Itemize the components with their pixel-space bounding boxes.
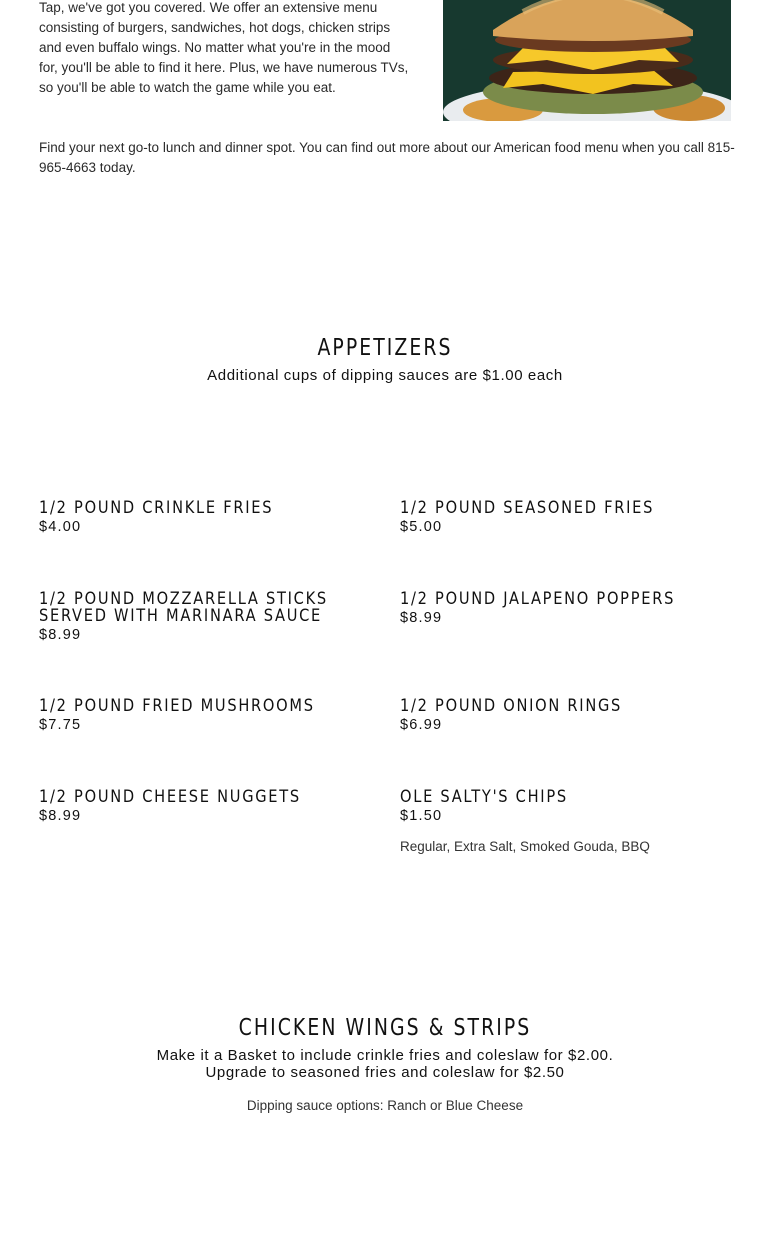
item-price: $8.99 [39, 627, 82, 643]
menu-item [39, 789, 384, 824]
dipping-sauce-note: Dipping sauce options: Ranch or Blue Cheese [246, 1098, 524, 1113]
item-price: $1.50 [400, 808, 443, 824]
wings-subtitle-line1: Make it a Basket to include crinkle fries and coleslaw for $2.00. [156, 1047, 614, 1064]
item-name: 1/2 POUND MOZZARELLA STICKS SERVED WITH MARINARA SAUCE [39, 589, 328, 626]
item-name: 1/2 POUND CHEESE NUGGETS [39, 787, 301, 807]
item-name: 1/2 POUND SEASONED FRIES [400, 498, 655, 518]
menu-item [39, 698, 384, 733]
menu-item [400, 789, 745, 854]
item-name: 1/2 POUND ONION RINGS [400, 696, 623, 716]
menu-item [39, 591, 384, 643]
item-price: $7.75 [39, 717, 82, 733]
item-name: 1/2 POUND CRINKLE FRIES [39, 498, 274, 518]
burger-photo [443, 0, 731, 121]
appetizers-subtitle: Additional cups of dipping sauces are $1.00 each [207, 367, 563, 384]
item-price: $8.99 [400, 610, 443, 626]
wings-subtitle-line2: Upgrade to seasoned fries and coleslaw for $2.50 [205, 1064, 565, 1081]
item-price: $8.99 [39, 808, 82, 824]
item-name: OLE SALTY'S CHIPS [400, 787, 568, 807]
intro-paragraph: Tap, we've got you covered. We offer an extensive menu consisting of burgers, sandwiches, hot dogs, chicken strips and even buffalo wings. No matter what you're in the mood for, you'll be able to find it here. Plus, we have numerous TVs, so you'll be able to watch the game while you eat. [39, 0, 409, 95]
menu-item [39, 500, 384, 535]
item-price: $5.00 [400, 519, 443, 535]
appetizers-heading: APPETIZERS [317, 335, 453, 361]
menu-item [400, 698, 745, 733]
item-price: $6.99 [400, 717, 443, 733]
intro-text-block [39, 0, 411, 98]
item-name: 1/2 POUND FRIED MUSHROOMS [39, 696, 315, 716]
item-description: Regular, Extra Salt, Smoked Gouda, BBQ [400, 839, 650, 854]
wings-heading: CHICKEN WINGS & STRIPS [238, 1015, 532, 1041]
find-spot-text: Find your next go-to lunch and dinner spot. You can find out more about our American food menu when you call 815-965-4663 today. [39, 140, 735, 175]
item-price: $4.00 [39, 519, 82, 535]
menu-item [400, 591, 745, 626]
menu-item [400, 500, 745, 535]
item-name: 1/2 POUND JALAPENO POPPERS [400, 589, 676, 609]
